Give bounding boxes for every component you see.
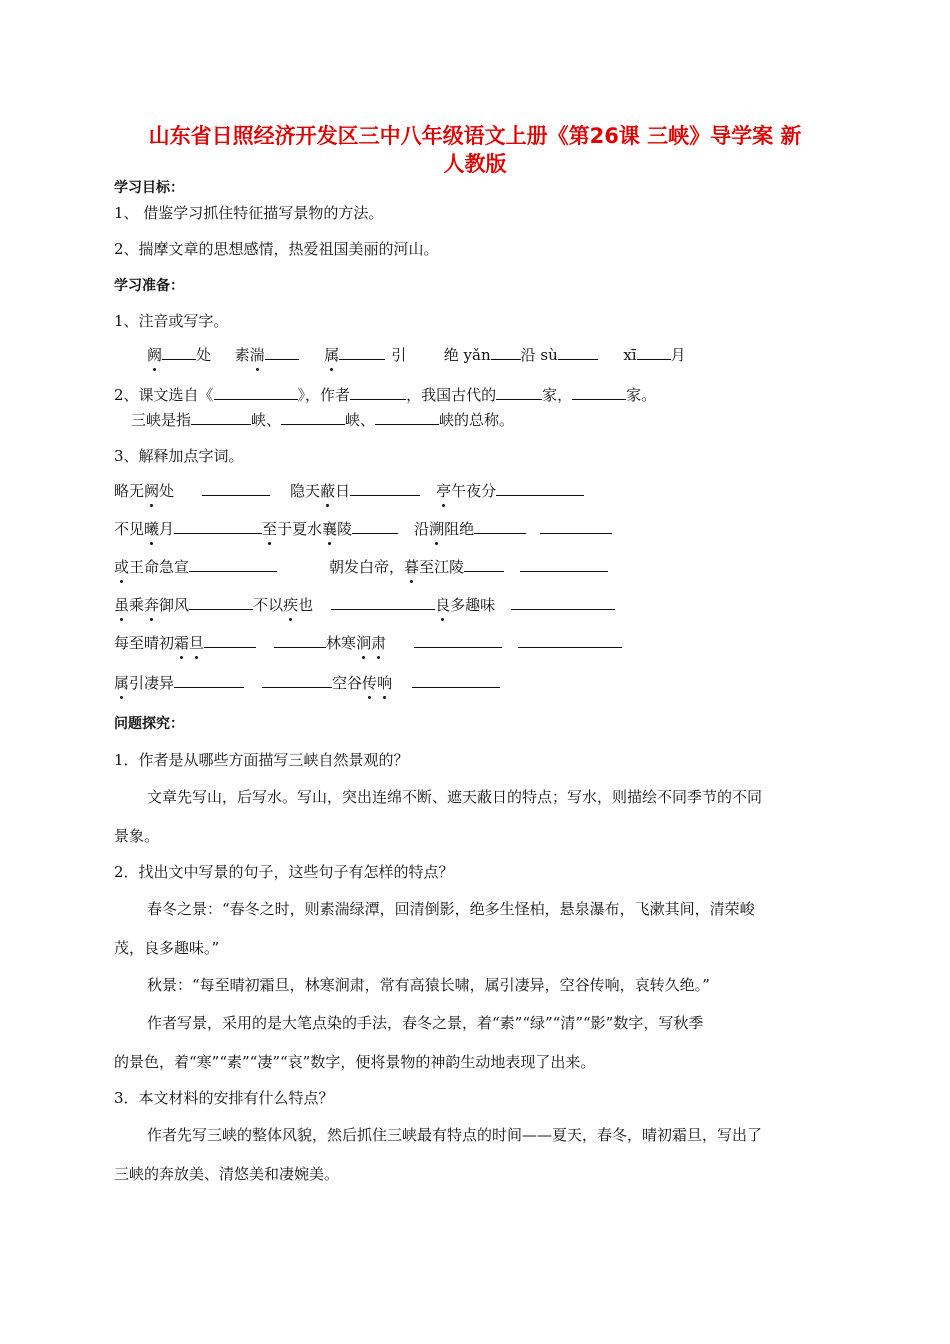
pinyin-word-5: 沿 sù bbox=[520, 346, 558, 364]
term: 略无阙处 bbox=[114, 482, 175, 500]
q2-text-e: 家。 bbox=[626, 386, 657, 404]
answer-blank[interactable] bbox=[520, 556, 608, 572]
answer-blank[interactable] bbox=[162, 344, 196, 360]
answer-blank[interactable] bbox=[496, 384, 542, 400]
answer-blank[interactable] bbox=[350, 384, 406, 400]
answer-blank[interactable] bbox=[350, 480, 420, 496]
q2-text-d: 家， bbox=[542, 386, 573, 404]
prep-heading: 学习准备： bbox=[114, 278, 184, 294]
goal-item-1: 1、 借鉴学习抓住特征描写景物的方法。 bbox=[114, 204, 384, 222]
q2-text-g: 峡、 bbox=[251, 411, 282, 429]
answer-blank[interactable] bbox=[189, 556, 277, 572]
answer-blank[interactable] bbox=[189, 594, 253, 610]
term-row-5 bbox=[114, 632, 622, 653]
term: 林寒涧肃 bbox=[326, 634, 387, 652]
document-title bbox=[110, 122, 840, 178]
inquiry-a3-line2: 三峡的奔放美、清悠美和凄婉美。 bbox=[114, 1165, 340, 1183]
inquiry-q3: 3．本文材料的安排有什么特点？ bbox=[114, 1089, 334, 1107]
term: 隐天蔽日 bbox=[290, 482, 351, 500]
answer-blank[interactable] bbox=[174, 672, 244, 688]
term-row-1 bbox=[114, 480, 584, 501]
term: 属引凄异 bbox=[114, 674, 175, 692]
inquiry-heading: 问题探究： bbox=[114, 716, 184, 732]
goal-item-2: 2、揣摩文章的思想感情，热爱祖国美丽的河山。 bbox=[114, 240, 439, 258]
pinyin-word-2: 素湍 bbox=[234, 346, 265, 364]
answer-blank[interactable] bbox=[174, 518, 262, 534]
answer-blank[interactable] bbox=[412, 672, 500, 688]
q2-text-f: 三峡是指 bbox=[131, 411, 192, 429]
term: 不见曦月 bbox=[114, 520, 175, 538]
q2-text-h: 峡、 bbox=[345, 411, 376, 429]
q2-text-c: ，我国古代的 bbox=[406, 386, 497, 404]
answer-blank[interactable] bbox=[464, 556, 504, 572]
inquiry-a1-line2: 景象。 bbox=[114, 827, 160, 845]
term: 沿溯阻绝 bbox=[414, 520, 475, 538]
answer-blank[interactable] bbox=[204, 632, 256, 648]
pinyin-word-3: 属 bbox=[324, 346, 340, 364]
answer-blank[interactable] bbox=[540, 518, 612, 534]
answer-blank[interactable] bbox=[191, 409, 251, 425]
title-line-1: 山东省日照经济开发区三中八年级语文上册《第26课 三峡》导学案 新 bbox=[148, 124, 802, 148]
term: 亭午夜分 bbox=[436, 482, 497, 500]
answer-blank[interactable] bbox=[558, 344, 598, 360]
term: 良多趣味 bbox=[435, 596, 496, 614]
pinyin-word-6b: 月 bbox=[670, 346, 686, 364]
answer-blank[interactable] bbox=[637, 344, 671, 360]
prep-q2-line2 bbox=[131, 409, 514, 430]
term: 空谷传响 bbox=[332, 674, 393, 692]
prep-q1: 1、注音或写字。 bbox=[114, 312, 229, 330]
title-line-2: 人教版 bbox=[443, 152, 507, 176]
answer-blank[interactable] bbox=[331, 594, 435, 610]
answer-blank[interactable] bbox=[352, 518, 398, 534]
term: 至于夏水襄陵 bbox=[262, 520, 353, 538]
term-row-3 bbox=[114, 556, 608, 577]
answer-blank[interactable] bbox=[496, 480, 584, 496]
pinyin-word-6: xī bbox=[623, 346, 637, 364]
term: 不以疾也 bbox=[253, 596, 314, 614]
prep-q2-line1 bbox=[114, 384, 656, 405]
inquiry-q1: 1．作者是从哪些方面描写三峡自然景观的？ bbox=[114, 751, 409, 769]
pinyin-word-3b: 引 bbox=[391, 346, 407, 364]
answer-blank[interactable] bbox=[511, 594, 615, 610]
term: 或王命急宣 bbox=[114, 558, 190, 576]
term: 朝发白帝，暮至江陵 bbox=[329, 558, 465, 576]
term: 虽乘奔御风 bbox=[114, 596, 190, 614]
answer-blank[interactable] bbox=[202, 480, 270, 496]
term-row-2 bbox=[114, 518, 612, 539]
prep-q3: 3、解释加点字词。 bbox=[114, 447, 244, 465]
inquiry-a2-line2: 茂，良多趣味。” bbox=[114, 939, 220, 957]
pinyin-row bbox=[147, 344, 686, 365]
answer-blank[interactable] bbox=[572, 384, 626, 400]
answer-blank[interactable] bbox=[214, 384, 298, 400]
answer-blank[interactable] bbox=[474, 518, 526, 534]
answer-blank[interactable] bbox=[375, 409, 439, 425]
goals-heading: 学习目标： bbox=[114, 180, 184, 196]
answer-blank[interactable] bbox=[339, 344, 385, 360]
pinyin-word-1b: 处 bbox=[196, 346, 212, 364]
answer-blank[interactable] bbox=[518, 632, 622, 648]
term-row-4 bbox=[114, 594, 615, 615]
inquiry-a2-line4: 作者写景，采用的是大笔点染的手法，春冬之景，着“素”“绿”“清”“影”数字，写秋季 bbox=[147, 1014, 704, 1032]
answer-blank[interactable] bbox=[414, 632, 502, 648]
q2-text-b: 》，作者 bbox=[297, 386, 351, 404]
q2-text-a: 2、课文选自《 bbox=[114, 386, 214, 404]
inquiry-a3-line1: 作者先写三峡的整体风貌，然后抓住三峡最有特点的时间——夏天，春冬，晴初霜旦，写出了 bbox=[147, 1126, 763, 1144]
q2-text-i: 峡的总称。 bbox=[439, 411, 515, 429]
inquiry-a2-line1: 春冬之景：“春冬之时，则素湍绿潭，回清倒影，绝多生怪柏，悬泉瀑布，飞漱其间，清荣峻 bbox=[147, 900, 755, 918]
inquiry-a1-line1: 文章先写山，后写水。写山，突出连绵不断、遮天蔽日的特点；写水，则描绘不同季节的不同 bbox=[147, 788, 763, 806]
answer-blank[interactable] bbox=[281, 409, 345, 425]
answer-blank[interactable] bbox=[491, 344, 521, 360]
inquiry-q2: 2．找出文中写景的句子，这些句子有怎样的特点？ bbox=[114, 863, 454, 881]
answer-blank[interactable] bbox=[274, 632, 326, 648]
inquiry-a2-line3: 秋景：“每至晴初霜旦，林寒涧肃，常有高猿长啸，属引凄异，空谷传响，哀转久绝。” bbox=[147, 976, 710, 994]
pinyin-word-4: 绝 yǎn bbox=[443, 346, 491, 364]
term-row-6 bbox=[114, 672, 500, 693]
inquiry-a2-line5: 的景色，着“寒”“素”“凄”“哀”数字，便将景物的神韵生动地表现了出来。 bbox=[114, 1053, 596, 1071]
answer-blank[interactable] bbox=[265, 344, 299, 360]
answer-blank[interactable] bbox=[262, 672, 332, 688]
pinyin-word-1: 阙 bbox=[147, 346, 163, 364]
term: 每至晴初霜旦 bbox=[114, 634, 205, 652]
